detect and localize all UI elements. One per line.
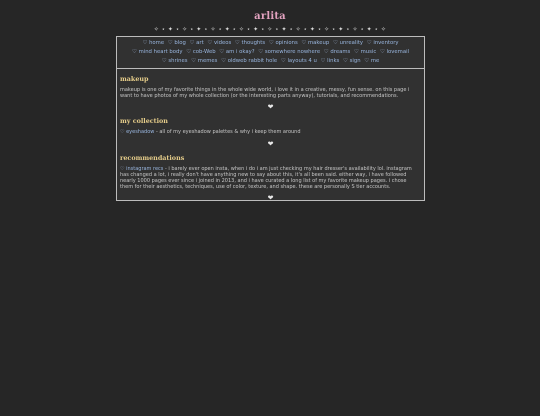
heart-icon: ♡	[366, 40, 372, 46]
nav-item-inventory[interactable]	[367, 40, 399, 46]
nav-item-music[interactable]	[354, 49, 376, 55]
nav-link-label[interactable]: am i okay?	[225, 49, 255, 55]
makeup-description: makeup is one of my favorite things in the whole wide world, i love it in a creative, messy, fun sense. on this page i want to have photos of my whole collection (or the interesting parts anyway), tutorials, and recommendations.	[120, 87, 410, 100]
makeup-section	[117, 75, 424, 111]
heart-icon: ♡	[323, 49, 329, 55]
recommendations-description: - i barely ever open insta, when i do i am just checking my hair dresser's availability lol. instagram has changed a lot, i really don't have anything new to say about this, it's all been said. either way, i have followed nearly 1000 pages ever since i joined in 2013, and i have curated a long list of my favorite makeup pages. i chose them for their aesthetics, techniques, use of color, texture, and shape. these are personally S tier accounts.	[120, 165, 412, 191]
nav-link-label[interactable]: blog	[174, 40, 186, 46]
nav-item-videos[interactable]	[207, 40, 231, 46]
nav-item-blog[interactable]	[168, 40, 186, 46]
heart-bullet-icon: ♡	[120, 165, 125, 172]
heart-icon: ♡	[234, 40, 240, 46]
nav-link-label[interactable]: mind heart body	[138, 49, 183, 55]
nav-item-art[interactable]	[190, 40, 204, 46]
nav-link-label[interactable]: art	[196, 40, 204, 46]
heart-divider-icon: ❤	[267, 103, 274, 112]
nav-row-2	[121, 48, 420, 57]
nav-link-label[interactable]: shrines	[168, 58, 188, 64]
heart-icon: ♡	[142, 40, 148, 46]
nav-item-home[interactable]	[142, 40, 164, 46]
nav-link-label[interactable]: inventory	[373, 40, 399, 46]
heart-icon: ♡	[364, 58, 370, 64]
recommendations-section	[117, 154, 424, 203]
heart-icon: ♡	[189, 40, 195, 46]
collection-description: - all of my eyeshadow palettes & why i keep them around	[154, 129, 301, 136]
nav-row-3	[121, 57, 420, 66]
heart-icon: ♡	[301, 40, 307, 46]
nav-link-label[interactable]: memes	[197, 58, 218, 64]
nav-item-memes[interactable]	[191, 58, 217, 64]
nav-link-label[interactable]: layouts 4 u	[287, 58, 317, 64]
nav-link-label[interactable]: opinions	[275, 40, 298, 46]
collection-entry	[120, 129, 421, 135]
sparkle-divider: ✧ ⋆ ✦ ⋆ ✧ ⋆ ✦ ⋆ ✧ ⋆ ✦ ⋆ ✧ ⋆ ✦ ⋆ ✧ ⋆ ✦ ⋆ ✧ ⋆ ✦ ⋆ ✧ ⋆ ✦ ⋆ ✧ ⋆ ✦ ⋆ ✧	[153, 26, 387, 33]
heart-icon: ♡	[219, 49, 225, 55]
nav-item-sign[interactable]	[343, 58, 361, 64]
collection-heading: my collection	[120, 117, 168, 126]
nav-menu	[117, 37, 424, 69]
nav-link-label[interactable]: thoughts	[241, 40, 266, 46]
heart-icon: ♡	[161, 58, 167, 64]
recommendations-entry	[120, 166, 421, 191]
nav-link-label[interactable]: me	[370, 58, 380, 64]
nav-link-label[interactable]: somewhere nowhere	[264, 49, 321, 55]
nav-item-cob-web[interactable]	[186, 49, 215, 55]
nav-row-1	[121, 39, 420, 48]
nav-link-label[interactable]: lovemail	[386, 49, 410, 55]
heart-icon: ♡	[258, 49, 264, 55]
heart-divider-icon: ❤	[267, 194, 274, 203]
heart-icon: ♡	[342, 58, 348, 64]
nav-item-lovemail[interactable]	[380, 49, 409, 55]
nav-item-links[interactable]	[321, 58, 340, 64]
heart-icon: ♡	[191, 58, 197, 64]
heart-icon: ♡	[207, 40, 213, 46]
nav-link-label[interactable]: videos	[213, 40, 232, 46]
nav-item-am-i-okay[interactable]	[219, 49, 254, 55]
nav-item-dreams[interactable]	[324, 49, 350, 55]
site-title: arlita	[254, 11, 286, 22]
nav-item-shrines[interactable]	[162, 58, 188, 64]
content-box	[116, 36, 425, 201]
nav-item-mind-heart-body[interactable]	[132, 49, 183, 55]
nav-link-label[interactable]: sign	[349, 58, 361, 64]
nav-link-label[interactable]: music	[360, 49, 377, 55]
nav-item-thoughts[interactable]	[235, 40, 265, 46]
nav-link-label[interactable]: makeup	[308, 40, 330, 46]
heart-icon: ♡	[221, 58, 227, 64]
nav-item-opinions[interactable]	[269, 40, 298, 46]
nav-link-label[interactable]: unreality	[339, 40, 364, 46]
nav-link-label[interactable]: links	[327, 58, 340, 64]
makeup-heading: makeup	[120, 75, 149, 83]
nav-item-oldweb-rabbit-hole[interactable]	[221, 58, 277, 64]
recommendations-heading: recommendations	[120, 153, 185, 162]
nav-link-label[interactable]: cob-Web	[192, 49, 216, 55]
heart-icon: ♡	[131, 49, 137, 55]
heart-icon: ♡	[332, 40, 338, 46]
heart-icon: ♡	[167, 40, 173, 46]
eyeshadow-link[interactable]: eyeshadow	[126, 129, 155, 136]
nav-item-me[interactable]	[364, 58, 379, 64]
nav-item-layouts-4-u[interactable]	[281, 58, 317, 64]
nav-link-label[interactable]: dreams	[330, 49, 351, 55]
heart-icon: ♡	[280, 58, 286, 64]
heart-icon: ♡	[186, 49, 192, 55]
nav-item-makeup[interactable]	[301, 40, 329, 46]
heart-bullet-icon: ♡	[120, 129, 125, 136]
nav-link-label[interactable]: oldweb rabbit hole	[227, 58, 278, 64]
heart-icon: ♡	[268, 40, 274, 46]
heart-icon: ♡	[379, 49, 385, 55]
heart-divider-icon: ❤	[267, 139, 274, 148]
instagram-recs-link[interactable]: instagram recs	[126, 165, 164, 172]
nav-link-label[interactable]: home	[149, 40, 165, 46]
heart-icon: ♡	[320, 58, 326, 64]
heart-icon: ♡	[353, 49, 359, 55]
nav-item-unreality[interactable]	[333, 40, 363, 46]
collection-section	[117, 117, 424, 147]
nav-item-somewhere-nowhere[interactable]	[258, 49, 320, 55]
